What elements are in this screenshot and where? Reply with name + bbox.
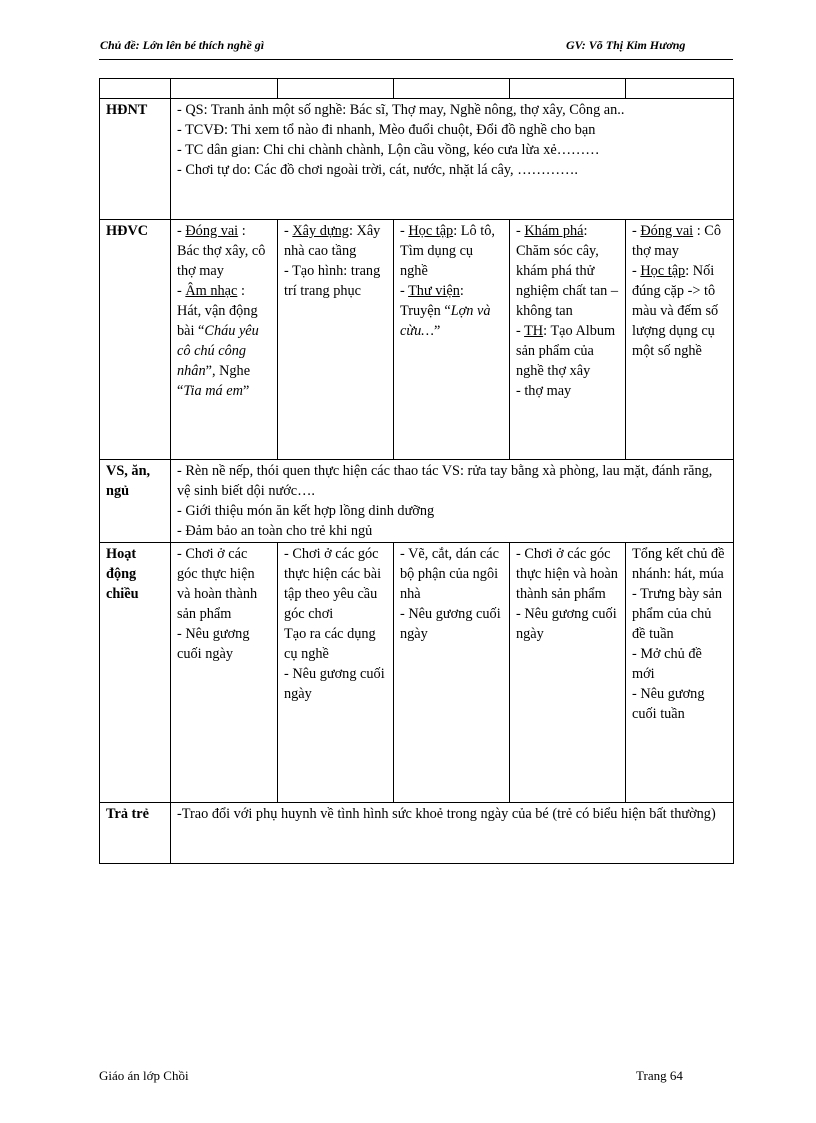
- hdc-line: - Mở chủ đề mới: [632, 646, 702, 682]
- hdc-line: - Nêu gương cuối ngày: [284, 666, 385, 702]
- hdc-line: - Vẽ, cắt, dán các bộ phận của ngôi nhà: [400, 546, 499, 602]
- colon: :: [240, 283, 245, 299]
- hdvc-cell-5: - Đóng vai : Cô thợ may - Học tập: Nối đúng cặp -> tô màu và đếm số lượng dụng cụ một số nghề: [626, 220, 734, 460]
- activity-title: TH: [524, 323, 544, 339]
- quote-mark: ”: [242, 383, 250, 399]
- hdc-cell-3: [394, 543, 510, 803]
- colon: :: [241, 223, 246, 239]
- hdvc-cell-1: - Đóng vai : Bác thợ xây, cô thợ may - Âm nhạc : Hát, vận động bài “Cháu yêu cô chú công nhân”, Nghe “Tia má em”: [171, 220, 278, 460]
- lesson-plan-table: [99, 78, 734, 864]
- quote-mark: ”: [434, 323, 441, 339]
- colon: :: [583, 223, 588, 239]
- hdnt-line: - QS: Tranh ảnh một số nghề: Bác sĩ, Thợ may, Nghề nông, thợ xây, Công an..: [177, 102, 625, 118]
- hdc-line: - Nêu gương cuối ngày: [400, 606, 501, 642]
- hdc-line: Tạo ra các dụng cụ nghề: [284, 626, 376, 662]
- activity-title: Thư viện: [408, 283, 460, 299]
- table-row-top: [100, 79, 734, 99]
- activity-title: Khám phá: [524, 223, 584, 239]
- activity-text: Tạo Album sản phẩm của nghề thợ xây: [516, 323, 616, 379]
- empty-cell: [510, 79, 626, 99]
- hdvc-cell-3: - Học tập: Lô tô, Tìm dụng cụ nghề - Thư viện: Truyện “Lợn và cừu…”: [394, 220, 510, 460]
- activity-text: - thợ may: [516, 383, 572, 399]
- table-row-hdnt: [100, 99, 734, 220]
- colon: :: [453, 223, 458, 239]
- empty-cell: [278, 79, 394, 99]
- tratre-content: -Trao đổi với phụ huynh về tình hình sức khoẻ trong ngày của bé (trẻ có biểu hiện bất thường): [171, 803, 734, 864]
- hdc-line: - Chơi ở các góc thực hiện và hoàn thành sản phẩm: [177, 546, 258, 622]
- empty-cell: [171, 79, 278, 99]
- activity-title: Đóng vai: [185, 223, 239, 239]
- row-label-hdnt: HĐNT: [100, 99, 171, 220]
- colon: :: [696, 223, 701, 239]
- table-row-vs: [100, 460, 734, 543]
- hdc-cell-4: [510, 543, 626, 803]
- hdc-line: - Trưng bày sản phẩm của chủ đề tuần: [632, 586, 722, 642]
- hdc-line: - Chơi ở các góc thực hiện và hoàn thành sản phẩm: [516, 546, 618, 602]
- activity-text: Lô tô, Tìm dụng cụ nghề: [400, 223, 495, 279]
- page-footer-page-number: Trang 64: [636, 1068, 683, 1083]
- story-title: Lợn và cừu…: [400, 303, 491, 339]
- hdnt-line: - TCVĐ: Thi xem tổ nào đi nhanh, Mèo đuổi chuột, Đổi đồ nghề cho bạn: [177, 122, 596, 138]
- page-header-topic: Chủ đề: Lớn lên bé thích nghề gì: [100, 38, 265, 52]
- activity-text: - Tạo hình: trang trí trang phục: [284, 263, 381, 299]
- song-title: Cháu yêu cô chú công nhân: [177, 323, 259, 379]
- empty-cell: [100, 79, 171, 99]
- table-row-hdc: [100, 543, 734, 803]
- row-label-hdvc: HĐVC: [100, 220, 171, 460]
- table-row-hdvc: [100, 220, 734, 460]
- hdnt-content: [171, 99, 734, 220]
- hdc-line: - Nêu gương cuối tuần: [632, 686, 705, 722]
- row-label-tratre: Trả trẻ: [100, 803, 171, 864]
- colon: :: [685, 263, 690, 279]
- activity-text: Bác thợ xây, cô thợ may: [177, 243, 266, 279]
- activity-text: Truyện “: [400, 303, 451, 319]
- vs-content: [171, 460, 734, 543]
- hdc-line: - Chơi ở các góc thực hiện các bài tập theo yêu cầu góc chơi: [284, 546, 382, 622]
- hdnt-line: - TC dân gian: Chi chi chành chành, Lộn cầu vồng, kéo cưa lừa xẻ………: [177, 142, 600, 158]
- table-row-tratre: [100, 803, 734, 864]
- colon: :: [459, 283, 464, 299]
- hdnt-line: - Chơi tự do: Các đồ chơi ngoài trời, cát, nước, nhặt lá cây, ………….: [177, 162, 578, 178]
- hdc-cell-1: [171, 543, 278, 803]
- activity-title: Xây dựng: [292, 223, 349, 239]
- vs-line: - Rèn nề nếp, thói quen thực hiện các thao tác VS: rửa tay bằng xà phòng, lau mặt, đánh răng, vệ sinh biết dội nước….: [177, 463, 713, 499]
- hdc-line: - Nêu gương cuối ngày: [516, 606, 617, 642]
- page-footer-class: Giáo án lớp Chồi: [99, 1068, 189, 1083]
- activity-title: Học tập: [640, 263, 686, 279]
- header-divider: [99, 59, 733, 60]
- hdvc-cell-4: - Khám phá: Chăm sóc cây, khám phá thử nghiệm chất tan – không tan - TH: Tạo Album sản phẩm của nghề thợ xây - thợ may: [510, 220, 626, 460]
- song-title: Tia má em: [183, 383, 243, 399]
- vs-line: - Giới thiệu món ăn kết hợp lồng dinh dưỡng: [177, 503, 435, 519]
- hdc-line: - Nêu gương cuối ngày: [177, 626, 250, 662]
- activity-text: Nối đúng cặp -> tô màu và đếm số lượng dụng cụ một số nghề: [632, 263, 719, 359]
- activity-text: Xây nhà cao tầng: [284, 223, 381, 259]
- hdvc-cell-2: - Xây dựng: Xây nhà cao tầng - Tạo hình: trang trí trang phục: [278, 220, 394, 460]
- activity-title: Học tập: [408, 223, 454, 239]
- activity-text: Hát, vận động bài: [177, 303, 258, 339]
- hdc-cell-5: [626, 543, 734, 803]
- activity-text: Cô thợ may: [632, 223, 721, 259]
- activity-title: Đóng vai: [640, 223, 694, 239]
- activity-text: Chăm sóc cây, khám phá thử nghiệm chất tan – không tan: [516, 243, 619, 319]
- empty-cell: [626, 79, 734, 99]
- colon: :: [348, 223, 353, 239]
- activity-title: Âm nhạc: [185, 283, 238, 299]
- quote-mark: “: [198, 323, 205, 339]
- row-label-vs: VS, ăn, ngủ: [100, 460, 171, 543]
- activity-text: ”, Nghe “: [177, 363, 251, 399]
- colon: :: [543, 323, 548, 339]
- page-header-teacher: GV: Võ Thị Kim Hương: [566, 38, 686, 52]
- vs-line: - Đảm bảo an toàn cho trẻ khi ngủ: [177, 523, 373, 539]
- row-label-hdc: Hoạt động chiều: [100, 543, 171, 803]
- hdc-cell-2: [278, 543, 394, 803]
- hdc-line: Tổng kết chủ đề nhánh: hát, múa: [632, 546, 725, 582]
- empty-cell: [394, 79, 510, 99]
